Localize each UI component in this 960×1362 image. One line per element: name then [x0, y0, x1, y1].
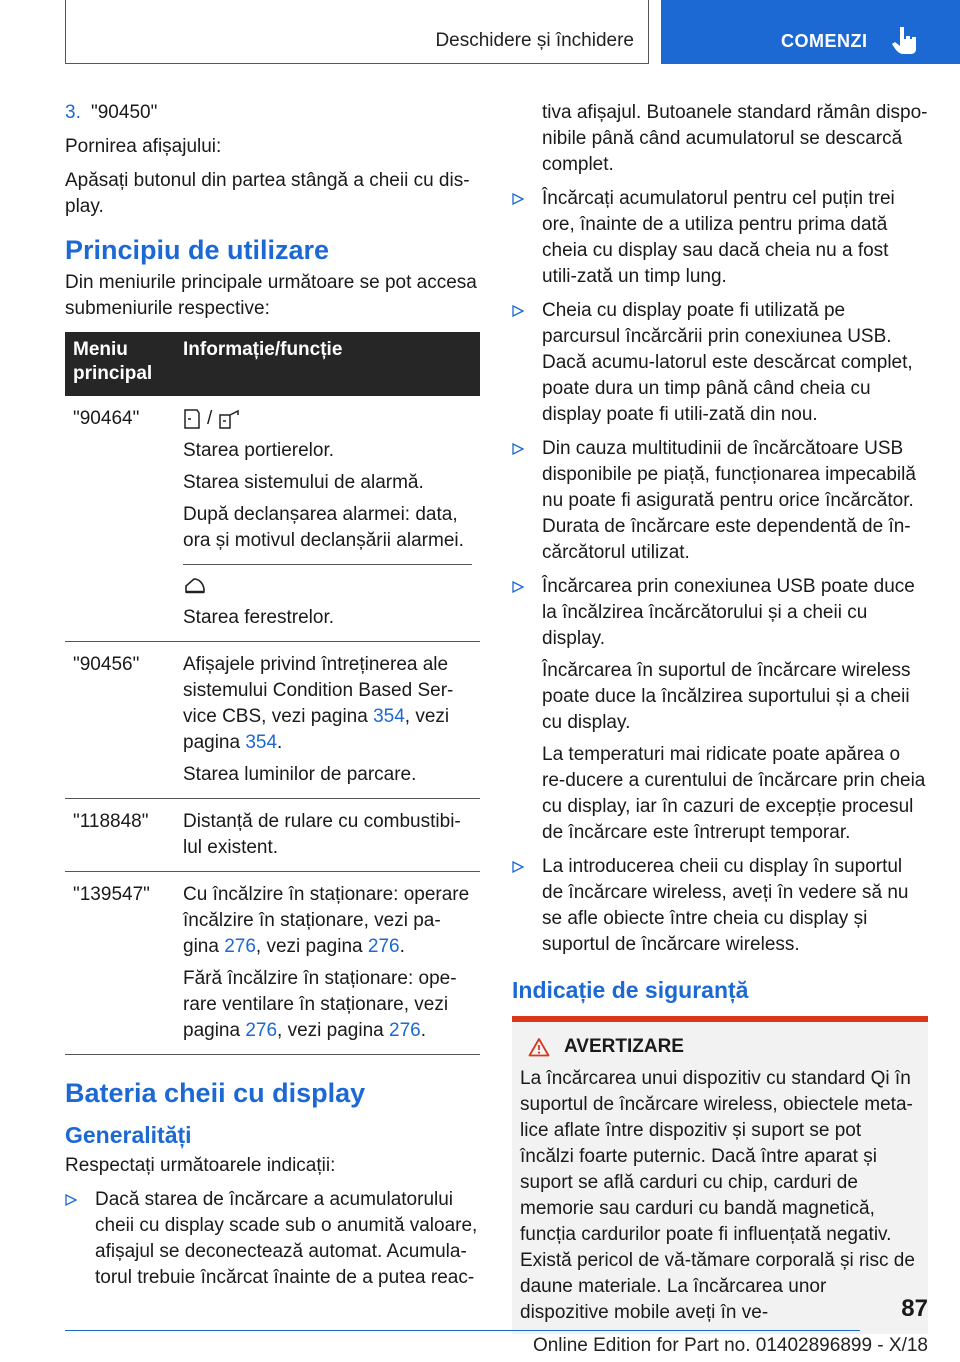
list-item	[512, 298, 928, 428]
info-text: După declanșarea alarmei: data, ora și motivul declanșării alarmei.	[183, 504, 464, 551]
table-header-row	[65, 332, 480, 396]
table-cell-code: "90456"	[65, 642, 175, 799]
text: , vezi pagina	[277, 1020, 390, 1041]
page-link[interactable]: 276	[245, 1020, 278, 1041]
triangle-bullet-icon	[65, 1194, 77, 1206]
list-item-text: Cheia cu display poate fi utilizată pe parcursul încărcării prin conexiunea USB. Dacă acumu-latorul este descărcat complet, poate dura un timp până când cheia cu display poate fi utili-zată din nou.	[542, 300, 913, 425]
info-text	[183, 966, 472, 1044]
list-item-text: Încărcați acumulatorul pentru cel puțin trei ore, înainte de a utiliza pentru prima dată cheia cu display sau dacă cheia nu a fost utili-zată un timp lung.	[542, 188, 895, 287]
text: , vezi pagina	[255, 936, 368, 957]
table-header-main-menu: Meniu principal	[65, 332, 175, 396]
info-text	[183, 652, 472, 756]
icon-separator: /	[207, 408, 213, 429]
table-row	[65, 642, 480, 799]
triangle-bullet-icon	[512, 861, 524, 873]
table-cell-info	[175, 642, 480, 799]
warning-text: La încărcarea unui dispozitiv cu standard Qi în suportul de încărcare wireless, obiectele meta-lice aflate între dispozitiv și suport se pot încălzi foarte puternic. Dacă între aparat și suport se află carduri cu chip, carduri de memorie sau carduri cu bandă magnetică, funcția cardurilor poate fi influențată negativ. Există pericol de vă-tămare corporală și risc de daune materiale. La încărcarea unor dispozitive mobile aveți în ve-	[520, 1068, 915, 1323]
table-cell-code: "90464"	[65, 396, 175, 642]
edition-text: Online Edition for Part no. 01402896899 - X/18	[532, 1335, 928, 1356]
info-text: Starea luminilor de parcare.	[183, 764, 417, 785]
triangle-bullet-icon	[512, 581, 524, 593]
chapter-label: COMENZI	[781, 31, 868, 51]
section-tab	[65, 0, 649, 64]
list-item-text: La introducerea cheii cu display în suportul de încărcare wireless, aveți în vedere să nu se afle obiecte între cheia cu display și suportul de încărcare wireless.	[542, 856, 909, 955]
warning-triangle-icon	[528, 1037, 550, 1057]
list-item-text: Dacă starea de încărcare a acumulatorului cheii cu display scade sub o anumită valoare, afișajul se deconectează automat. Acumula-torul trebuie încărcat înainte de a putea reac-	[95, 1189, 478, 1288]
step-number: 3.	[65, 102, 81, 123]
door-open-icon	[218, 409, 242, 429]
triangle-bullet-icon	[512, 443, 524, 455]
heading-general: Generalități	[65, 1122, 192, 1148]
text: Fără încălzire în staționare: ope-rare ventilare în staționare, vezi pagina	[183, 968, 457, 1041]
triangle-bullet-icon	[512, 305, 524, 317]
info-text: Starea sistemului de alarmă.	[183, 472, 424, 493]
page-link[interactable]: 276	[367, 936, 400, 957]
table-cell-info	[175, 872, 480, 1055]
list-item	[512, 574, 928, 846]
chapter-tab[interactable]	[661, 0, 960, 64]
paragraph: Pornirea afișajului:	[65, 136, 222, 157]
table-cell-code: "118848"	[65, 799, 175, 872]
list-item	[512, 854, 928, 958]
list-item	[512, 186, 928, 290]
window-icon	[183, 576, 207, 596]
table-row	[65, 799, 480, 872]
text: Cu încălzire în staționare: operare încălzire în staționare, vezi pa-gina	[183, 884, 470, 957]
divider	[183, 564, 472, 565]
text: .	[420, 1020, 426, 1041]
list-item-text: Încărcarea în suportul de încărcare wireless poate duce la încălzirea suportului și a cheii cu display.	[542, 660, 911, 733]
step-text: "90450"	[91, 102, 158, 123]
heading-principle: Principiu de utilizare	[65, 235, 330, 265]
left-column	[65, 100, 480, 1299]
footer-divider	[65, 1330, 860, 1331]
table-row	[65, 396, 480, 642]
list-item	[512, 436, 928, 566]
paragraph: Apăsați butonul din partea stângă a cheii cu dis-play.	[65, 170, 470, 217]
page-link[interactable]: 276	[389, 1020, 421, 1041]
info-text: Starea ferestrelor.	[183, 607, 335, 628]
menu-table	[65, 332, 480, 1055]
list-item	[65, 1187, 480, 1291]
warning-box	[512, 1016, 928, 1334]
paragraph: Respectați următoarele indicații:	[65, 1155, 336, 1176]
text: .	[399, 936, 405, 957]
page-link[interactable]: 354	[373, 706, 405, 727]
list-item-text: Încărcarea prin conexiunea USB poate duce la încălzirea încărcătorului și a cheii cu display.	[542, 576, 915, 649]
heading-battery: Bateria cheii cu display	[65, 1078, 366, 1108]
list-item-text: Din cauza multitudinii de încărcătoare USB disponibile pe piață, funcționarea impecabilă nu poate fi asigurată pentru orice încărcător. Durata de încărcare este dependentă de în-cărcătorul utilizat.	[542, 438, 916, 563]
icon-row	[183, 573, 472, 599]
hand-pointer-icon	[891, 25, 919, 55]
text: Afișajele privind întreținerea ale sistemului Condition Based Ser-vice CBS, vezi pagina	[183, 654, 454, 727]
warning-title: AVERTIZARE	[564, 1036, 684, 1057]
list-item-text: La temperaturi mai ridicate poate apărea o re-ducere a curentului de încărcare prin cheia cu display, iar în cazuri de excepție procesul de încărcare este întrerupt temporar.	[542, 744, 926, 843]
page-header	[0, 0, 960, 66]
step-3	[65, 100, 480, 126]
right-column	[512, 100, 928, 1334]
page-link[interactable]: 276	[224, 936, 256, 957]
triangle-bullet-icon	[512, 193, 524, 205]
paragraph: Din meniurile principale următoare se pot accesa submeniurile respective:	[65, 272, 477, 319]
door-closed-icon	[183, 409, 201, 429]
section-title: Deschidere și închidere	[435, 30, 634, 51]
page-link[interactable]: 354	[245, 732, 278, 753]
info-text: Starea portierelor.	[183, 440, 335, 461]
icon-row	[183, 406, 472, 432]
table-cell-code: "139547"	[65, 872, 175, 1055]
text: .	[277, 732, 283, 753]
heading-safety: Indicație de siguranță	[512, 977, 749, 1003]
info-text	[183, 882, 472, 960]
text: , vezi pagina	[183, 706, 450, 753]
table-header-info: Informație/funcție	[175, 332, 480, 396]
continued-text: tiva afișajul. Butoanele standard rămân dispo-nibile până când acumulatorul se descarcă complet.	[542, 102, 928, 175]
page-number: 87	[901, 1295, 928, 1322]
table-cell-info	[175, 396, 480, 642]
warning-header	[528, 1034, 920, 1060]
table-cell-info: Distanță de rulare cu combustibi-lul existent.	[175, 799, 480, 872]
table-row	[65, 872, 480, 1055]
